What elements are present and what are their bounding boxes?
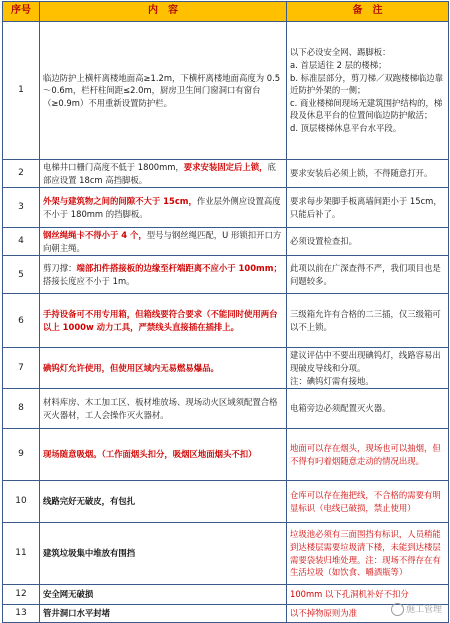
content-text: 电梯井口栅门高度不低于 1800mm， [43, 162, 184, 172]
table-row [3, 160, 449, 188]
row-content [40, 22, 287, 160]
content-text: 材料库房、木工加工区、板材堆放场、现场动火区域须配置合格灭火器材，工人会操作灭火器材。 [43, 397, 278, 420]
note-line: 此项以前在广深查得不严，我们项目也是问题较多。 [290, 263, 441, 286]
content-text: 外架与建筑物之间的间隙不大于 15cm， [43, 196, 197, 207]
row-note [287, 228, 449, 256]
note-line: 建议评估中不要出现碘钨灯，线路容易出现破皮导线和分项。 [290, 350, 441, 373]
row-content [40, 228, 287, 256]
content-text: 碘钨灯允许使用，但使用区域内无易燃易爆品。 [43, 362, 219, 373]
table-row [3, 389, 449, 429]
content-text: 作业层外侧应设置高度不小于 180mm 的挡脚板。 [43, 196, 281, 219]
row-content [40, 481, 287, 523]
row-note [287, 348, 449, 389]
note-line: 必须设置检查扣。 [290, 236, 357, 247]
note-line: b. 标准层部分，剪刀梯／双跑楼梯临边靠近防护外架的一侧； [290, 72, 444, 96]
content-text: 安全网无破损 [43, 589, 94, 600]
row-note [287, 188, 449, 228]
note-line: 地面可以存在烟头，现场也可以抽烟，但不得有叼着烟随意走动的情况出现。 [290, 443, 441, 466]
note-line: 仓库可以存在拖把线，不合格的需要有明显标识（电线已破损，禁止使用） [290, 490, 441, 513]
note-line: 以不掉物原则为准 [290, 608, 357, 619]
row-note [287, 22, 449, 160]
row-number: 2 [3, 160, 40, 188]
row-note [287, 523, 449, 585]
content-text: 现场随意吸烟。 [43, 449, 102, 460]
row-content [40, 294, 287, 348]
table-row [3, 22, 449, 160]
row-content [40, 429, 287, 481]
table-row [3, 429, 449, 481]
row-number: 3 [3, 188, 40, 228]
content-text: 手持设备可不用专用箱，但箱线要符合要求（不能同时使用两台以上 1000w 动力工具，严禁线头直接插在插排上。 [43, 309, 278, 332]
row-content [40, 160, 287, 188]
row-number: 6 [3, 294, 40, 348]
table-body [3, 22, 449, 623]
table-header-row [3, 2, 449, 22]
note-line: 100mm 以下孔洞机补好不扣分 [290, 589, 409, 600]
table-row [3, 348, 449, 389]
table-row [3, 256, 449, 294]
row-note [287, 429, 449, 481]
row-note [287, 481, 449, 523]
row-number: 4 [3, 228, 40, 256]
content-text: 线路完好无破皮，有包扎 [43, 496, 136, 507]
row-note [287, 256, 449, 294]
content-text: 临边防护上横杆离楼地面高≥1.2m，下横杆离楼地面高度为 0.5～0.6m，栏杆柱间距≤2.0m，厨房卫生间门窗洞口有窗台（≥0.9m）不用重新设置防护栏。 [43, 72, 281, 108]
watermark-text: 施工管理 [405, 605, 442, 615]
note-line: 以下必设安全网、踢脚板： [290, 47, 391, 58]
content-text: 钢丝绳绳卡不得小于 4 个， [43, 230, 147, 241]
note-line: d. 顶层楼梯休息平台水平段。 [290, 122, 402, 133]
note-line: 垃圾池必须有三面围挡有标识，人员稍能到达楼层需要垃圾清下楼，未能到达楼层需要袋装归堆处理。注：现场不得存在有生活垃圾（如饮食、嚼酒瓶等） [290, 529, 441, 578]
note-line: 要求安装后必须上锁，不得随意打开。 [290, 168, 433, 179]
content-text: 管井洞口水平封堵 [43, 608, 110, 619]
row-content [40, 348, 287, 389]
header-note: 备 注 [287, 2, 449, 22]
wechat-icon [391, 603, 404, 616]
row-content [40, 585, 287, 605]
table-row [3, 188, 449, 228]
table-row [3, 605, 449, 623]
row-content [40, 389, 287, 429]
row-content [40, 605, 287, 623]
watermark [391, 602, 442, 616]
row-number: 12 [3, 585, 40, 605]
content-text: 要求安装固定后上锁， [183, 162, 268, 172]
content-text: 端部扣件搭接板的边缘至杆端距离不应小于 100mm； [76, 263, 282, 274]
note-line: c. 商业楼梯间现场无建筑围护结构的，梯段及休息平台的位置间临边防护敞活； [290, 97, 443, 121]
note-line: 电箱旁边必须配置灭火器。 [290, 403, 391, 414]
safety-check-table [2, 1, 449, 623]
table-row [3, 481, 449, 523]
row-number: 7 [3, 348, 40, 389]
content-text: （工作面烟头扣分，吸烟区地面烟头不扣） [101, 449, 257, 460]
content-text: 型号与钢丝绳匹配，U 形锁扣开口方向朝主绳。 [43, 230, 282, 253]
row-content [40, 256, 287, 294]
row-content [40, 188, 287, 228]
note-line: a. 首层适往 2 层的楼梯； [290, 60, 387, 71]
row-note [287, 160, 449, 188]
row-number: 13 [3, 605, 40, 623]
row-content [40, 523, 287, 585]
note-line: 三级箱允许有合格的二三插，仅三级箱可以不上锁。 [290, 309, 441, 332]
note-line: 要求每步架脚手板离墙间距小于 15cm，只能后补了。 [290, 196, 442, 219]
row-number: 8 [3, 389, 40, 429]
table-row [3, 228, 449, 256]
row-note [287, 389, 449, 429]
table-row [3, 523, 449, 585]
header-no: 序号 [3, 2, 40, 22]
table-row [3, 294, 449, 348]
content-text: 建筑垃圾集中堆放有围挡 [43, 548, 136, 559]
row-number: 1 [3, 22, 40, 160]
row-number: 5 [3, 256, 40, 294]
row-note [287, 294, 449, 348]
row-number: 9 [3, 429, 40, 481]
row-number: 11 [3, 523, 40, 585]
row-number: 10 [3, 481, 40, 523]
table-row [3, 585, 449, 605]
note-line: 注：碘钨灯需有接地。 [290, 375, 374, 386]
content-text: 底部应设置 18cm 高挡脚板。 [43, 162, 276, 185]
header-content: 内 容 [40, 2, 287, 22]
content-text: 剪刀撑： [43, 263, 77, 274]
content-text: 搭接长度应不小于 1m。 [43, 275, 135, 286]
